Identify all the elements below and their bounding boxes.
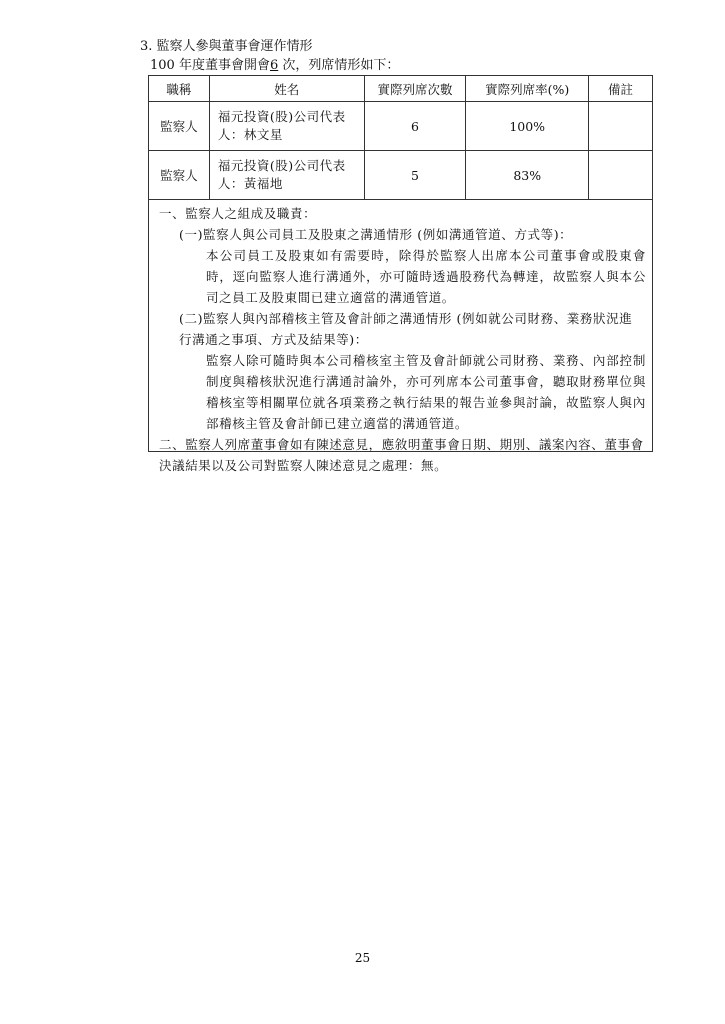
section-subheading [150, 57, 399, 75]
cell-attendance-count: 6 [364, 102, 466, 151]
notes-box [148, 198, 653, 473]
note-item-1-title: 一、監察人之組成及職責： [159, 206, 317, 221]
cell-remarks [589, 102, 653, 151]
note-item-1-sub-2-body: 監察人除可隨時與本公司稽核室主管及會計師就公司財務、業務、內部控制制度與稽核狀況進行溝通討論外，亦可列席本公司董事會，聽取財務單位與稽核室等相關單位就各項業務之執行結果的報告並參與討論，故監察人與內部稽核主管及會計師已建立適當的溝通管道。 [206, 353, 646, 431]
cell-remarks [589, 151, 653, 200]
column-header-title: 職稱 [149, 76, 210, 102]
cell-name: 福元投資(股)公司代表人：林文星 [209, 102, 364, 151]
meeting-count: 6 [269, 58, 279, 73]
table-row [149, 102, 653, 151]
column-header-remarks: 備註 [589, 76, 653, 102]
subheading-prefix: 100 年度董事會開會 [150, 58, 270, 73]
cell-attendance-rate: 100% [466, 102, 589, 151]
cell-attendance-count: 5 [364, 151, 466, 200]
cell-attendance-rate: 83% [466, 151, 589, 200]
note-item-1-sub-2-title: (二)監察人與內部稽核主管及會計師之溝通情形 (例如就公司財務、業務狀況進行溝通之事項、方式及結果等)： [179, 311, 633, 347]
subheading-suffix: 次，列席情形如下： [282, 58, 400, 73]
table-header-row [149, 76, 653, 102]
note-item-2: 二、監察人列席董事會如有陳述意見，應敘明董事會日期、期別、議案內容、董事會決議結果以及公司對監察人陳述意見之處理：無。 [159, 437, 644, 473]
column-header-name: 姓名 [209, 76, 364, 102]
column-header-attendance-rate: 實際列席率(%) [466, 76, 589, 102]
page-number: 25 [354, 951, 371, 965]
cell-title: 監察人 [149, 102, 210, 151]
column-header-attendance-count: 實際列席次數 [364, 76, 466, 102]
table-row [149, 151, 653, 200]
section-heading: 3. 監察人參與董事會運作情形 [140, 39, 313, 54]
cell-name: 福元投資(股)公司代表人：黃福地 [209, 151, 364, 200]
attendance-table [148, 75, 653, 200]
cell-title: 監察人 [149, 151, 210, 200]
note-item-1-sub-1-title: (一)監察人與公司員工及股東之溝通情形 (例如溝通管道、方式等)： [179, 227, 573, 242]
note-item-1-sub-1-body: 本公司員工及股東如有需要時，除得於監察人出席本公司董事會或股東會時，逕向監察人進行溝通外，亦可隨時透過股務代為轉達，故監察人與本公司之員工及股東間已建立適當的溝通管道。 [206, 248, 646, 305]
